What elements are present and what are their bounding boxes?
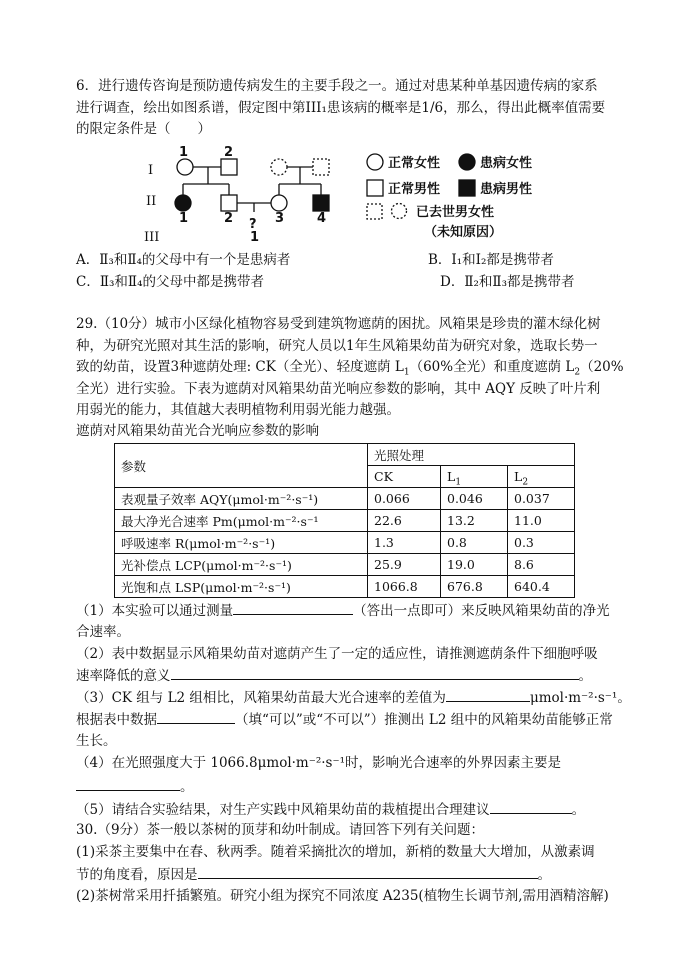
q29-part-3-cont: 根据表中数据 （填“可以”或“不可以”）推测出 L2 组中的风箱果幼苗能够正常 (76, 709, 613, 730)
deceased-female (271, 159, 287, 175)
row-ck: 25.9 (368, 554, 441, 576)
table-header-light: 光照处理 (368, 444, 575, 466)
legend-affected-male: 患病男性 (480, 182, 533, 197)
table-header-param: 参数 (115, 444, 368, 488)
q29-part-4-cont: 。 (76, 776, 194, 797)
legend-deceased: 已去世男女性 (416, 205, 495, 220)
q29-part-1: （1）本实验可以通过测量 （答出一点即可）来反映风箱果幼苗的净光 (76, 600, 610, 621)
q29-line-3: 致的幼苗，设置3种遮荫处理: CK（全光）、轻度遮荫 $L_1(60\%$全光）和重度遮荫 $L_2(20\%$ (76, 359, 624, 378)
row-ck: 0.066 (368, 488, 441, 510)
question-mark: ? (249, 217, 257, 232)
q29-part-2-cont: 速率降低的意义 。 (76, 665, 592, 686)
normal-male-i2 (221, 159, 237, 175)
q29-line-4: 全光）进行实验。下表为遮荫对风箱果幼苗光响应参数的影响，其中 AQY 反映了叶片利 (76, 381, 601, 397)
num-ii4: 4 (317, 211, 327, 226)
q29-part-5: （5）请结合实验结果，对生产实践中风箱果幼苗的栽植提出合理建议 。 (76, 799, 585, 820)
table-header-l2: $L_2$ (508, 466, 575, 488)
answer-blank-3[interactable] (446, 687, 530, 702)
answer-blank-6[interactable] (490, 799, 572, 814)
gen-label-i: I (148, 163, 154, 178)
legend-affected-female-icon (459, 154, 475, 170)
table-row (115, 488, 575, 510)
row-l1: 19.0 (441, 554, 508, 576)
row-l2: 640.4 (508, 576, 575, 598)
q30-line-3: 节的角度看，原因是 。 (76, 864, 551, 885)
row-l1: 13.2 (441, 510, 508, 532)
q29-line-2: 种，为研究光照对其生活的影响，研究人员以1年生风箱果幼苗为研究对象，选取长势一 (76, 338, 598, 354)
row-ck: 1.3 (368, 532, 441, 554)
table-caption: 遮荫对风箱果幼苗光合光响应参数的影响 (76, 423, 319, 439)
row-ck: 22.6 (368, 510, 441, 532)
q29-line-1: 29.（10分）城市小区绿化植物容易受到建筑物遮荫的困扰。风箱果是珍贵的灌木绿化树 (76, 316, 601, 332)
q29-part-2: （2）表中数据显示风箱果幼苗对遮荫产生了一定的适应性，请推测遮荫条件下细胞呼吸 (76, 646, 598, 662)
num-ii2: 2 (224, 211, 234, 226)
normal-male-ii2 (221, 195, 237, 211)
q30-line-1: 30.（9分）茶一般以茶树的顶芽和幼叶制成。请回答下列有关问题： (76, 822, 485, 838)
q29-part-3: （3）CK 组与 L2 组相比，风箱果幼苗最大光合速率的差值为 μmol·m⁻²·s⁻¹。 (76, 687, 631, 708)
q29-part-4: （4）在光照强度大于 1066.8μmol·m⁻²·s⁻¹时，影响光合速率的外界因素主要是 (76, 755, 562, 771)
num-iii1: 1 (250, 230, 260, 245)
row-l2: 8.6 (508, 554, 575, 576)
q29-part-3-end: 生长。 (76, 733, 117, 749)
legend-normal-female-icon (367, 154, 383, 170)
q29-line-5: 用弱光的能力，其值越大表明植物利用弱光能力越强。 (76, 402, 400, 418)
table-row (115, 576, 575, 598)
row-l1: 676.8 (441, 576, 508, 598)
row-param: 最大净光合速率 Pm(μmol·m⁻²·s⁻¹ (115, 510, 368, 532)
q29-part-1-cont: 合速率。 (76, 624, 130, 640)
q6-line-1: 6．进行遗传咨询是预防遗传病发生的主要手段之一。通过对患某种单基因遗传病的家系 (76, 78, 598, 94)
answer-blank-5[interactable] (76, 776, 180, 791)
row-param: 表观量子效率 AQY(μmol·m⁻²·s⁻¹) (115, 488, 368, 510)
pedigree-diagram (130, 140, 560, 248)
legend-affected-female: 患病女性 (480, 156, 533, 171)
q6-option-d[interactable]: D．Ⅱ₂和Ⅱ₃都是携带者 (440, 274, 575, 290)
normal-female-ii3 (271, 195, 287, 211)
row-l1: 0.8 (441, 532, 508, 554)
row-param: 光饱和点 LSP(μmol·m⁻²·s⁻¹) (115, 576, 368, 598)
num-i2: 2 (224, 145, 234, 160)
deceased-male (313, 159, 329, 175)
row-l1: 0.046 (441, 488, 508, 510)
q6-option-b[interactable]: B．Ⅰ₁和Ⅰ₂都是携带者 (428, 252, 554, 268)
legend-deceased-female-icon (392, 204, 407, 219)
answer-blank-1[interactable] (233, 600, 353, 615)
legend-unknown: （未知原因） (424, 225, 503, 240)
answer-blank-7[interactable] (198, 864, 538, 879)
table-row (115, 532, 575, 554)
row-ck: 1066.8 (368, 576, 441, 598)
row-l2: 11.0 (508, 510, 575, 532)
num-ii1: 1 (179, 211, 189, 226)
row-l2: 0.3 (508, 532, 575, 554)
row-l2: 0.037 (508, 488, 575, 510)
num-i1: 1 (179, 145, 189, 160)
answer-blank-4[interactable] (157, 709, 235, 724)
legend-normal-male: 正常男性 (388, 182, 441, 197)
gen-label-iii: III (144, 230, 160, 245)
normal-female-i1 (177, 159, 193, 175)
q6-option-a[interactable]: A．Ⅱ₃和Ⅱ₄的父母中有一个是患病者 (76, 252, 291, 268)
table-row (115, 510, 575, 532)
answer-blank-2[interactable] (171, 665, 579, 680)
gen-label-ii: II (146, 194, 157, 209)
num-ii3: 3 (275, 211, 285, 226)
row-param: 呼吸速率 R(μmol·m⁻²·s⁻¹) (115, 532, 368, 554)
table-header-ck: CK (368, 466, 441, 488)
row-param: 光补偿点 LCP(μmol·m⁻²·s⁻¹) (115, 554, 368, 576)
q6-line-2: 进行调查，绘出如图系谱，假定图中第III₁患该病的概率是1/6，那么，得出此概率值需要 (76, 100, 606, 116)
affected-female-ii1 (175, 195, 191, 211)
parameter-table (114, 443, 575, 598)
q30-line-2: (1)采茶主要集中在春、秋两季。随着采摘批次的增加，新梢的数量大大增加，从激素调 (76, 844, 595, 860)
legend-normal-male-icon (367, 180, 383, 196)
table-row (115, 554, 575, 576)
legend-normal-female: 正常女性 (388, 156, 441, 171)
q6-line-3: 的限定条件是（ ） (76, 121, 211, 137)
legend-deceased-male-icon (367, 204, 382, 219)
legend-affected-male-icon (459, 180, 475, 196)
affected-male-ii4 (313, 195, 329, 211)
table-header-l1: $L_1$ (441, 466, 508, 488)
q30-line-4: (2)茶树常采用扦插繁殖。研究小组为探究不同浓度 A235(植物生长调节剂,需用酒精溶解) (76, 888, 609, 904)
q6-option-c[interactable]: C．Ⅱ₃和Ⅱ₄的父母中都是携带者 (76, 274, 265, 290)
